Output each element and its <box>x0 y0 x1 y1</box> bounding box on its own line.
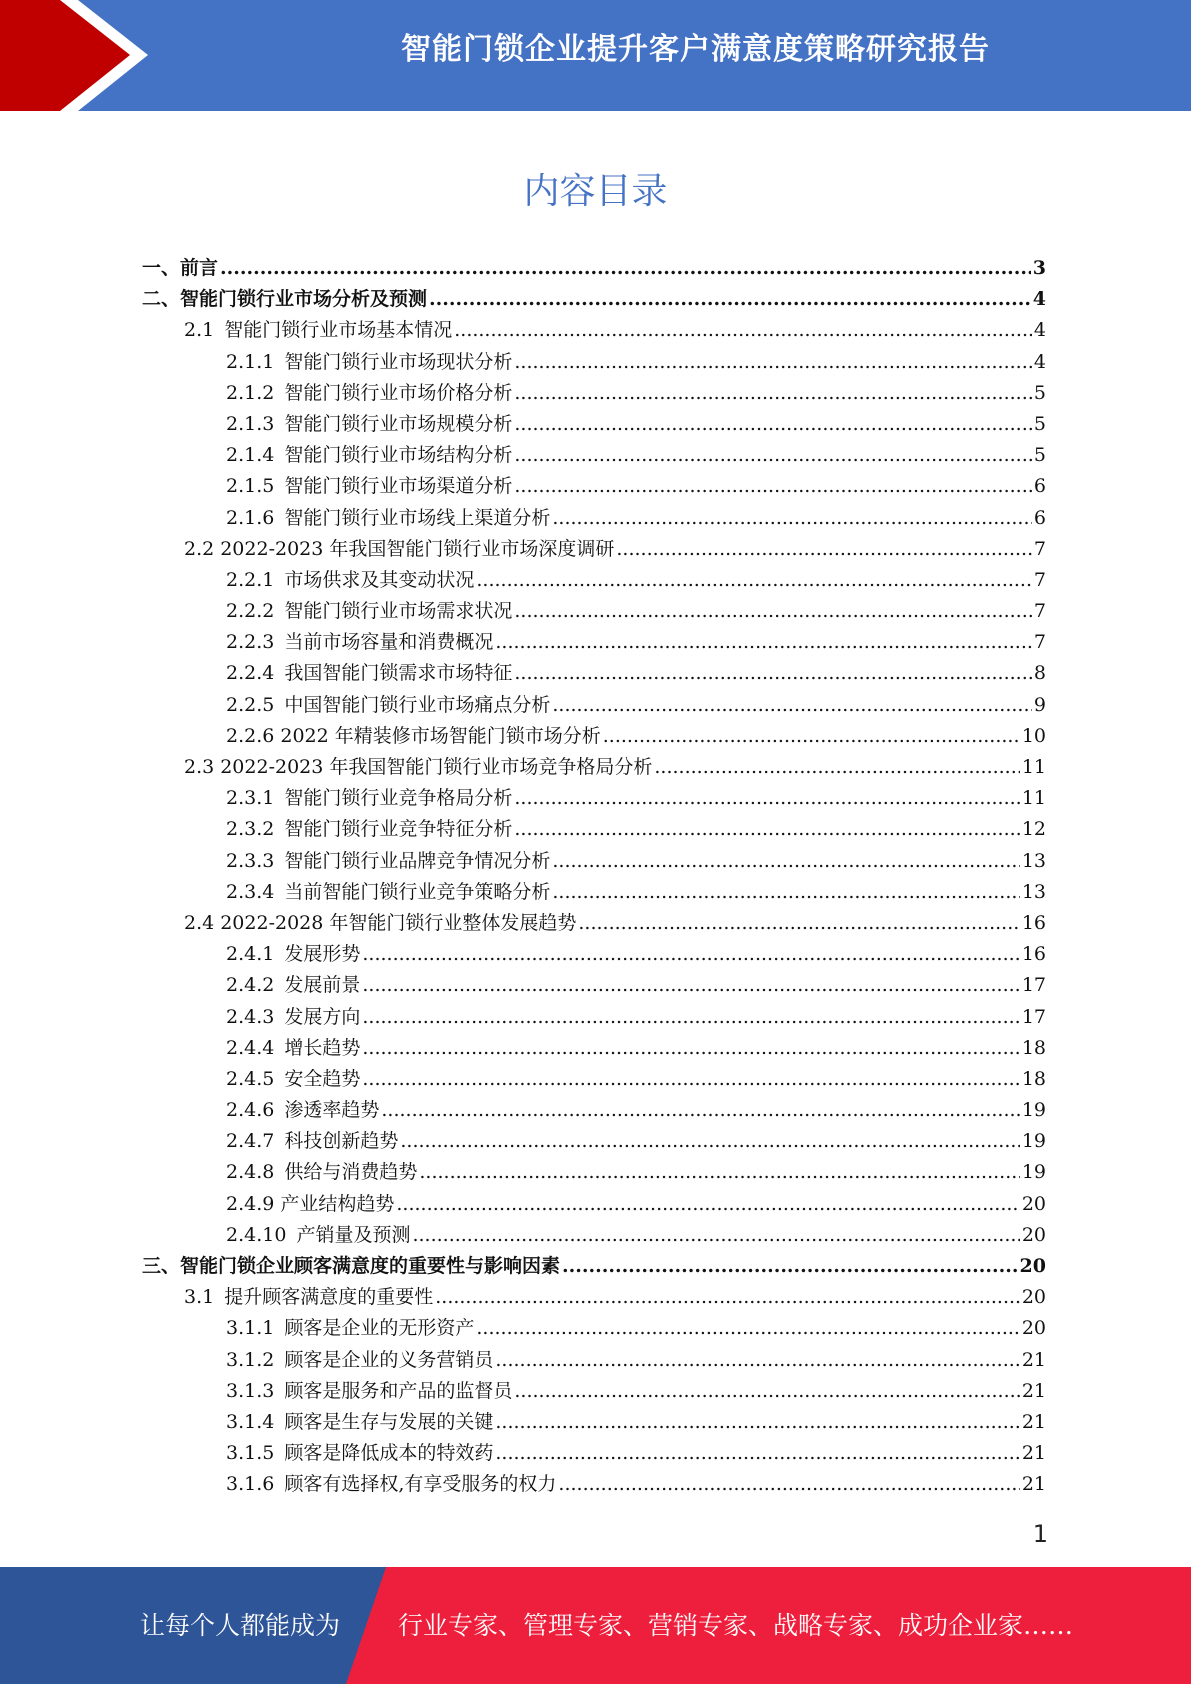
toc-entry-page: 8 <box>1033 662 1046 685</box>
toc-entry-page: 11 <box>1021 756 1046 778</box>
toc-dot-leader <box>362 1064 1019 1095</box>
header-title: 智能门锁企业提升客户满意度策略研究报告 <box>401 32 990 67</box>
toc-dot-leader <box>552 877 1019 908</box>
toc-entry[interactable] <box>142 970 1046 1001</box>
toc-dot-leader <box>514 658 1032 689</box>
toc-entry-page: 11 <box>1021 787 1046 810</box>
toc-dot-leader <box>495 1407 1019 1438</box>
toc-entry-label: 智能门锁行业市场分析及预测 <box>180 288 428 311</box>
page-footer <box>0 1567 1191 1684</box>
toc-entry[interactable] <box>142 814 1046 845</box>
toc-entry-number: 2.4.4 <box>226 1036 275 1059</box>
toc-entry[interactable] <box>142 503 1046 534</box>
toc-entry-page: 20 <box>1021 1286 1046 1309</box>
toc-entry-page: 9 <box>1033 693 1046 716</box>
toc-entry-label: 智能门锁行业市场结构分析 <box>284 444 513 467</box>
toc-entry-page: 7 <box>1033 631 1046 654</box>
toc-entry-page: 13 <box>1021 880 1046 903</box>
toc-title: 内容目录 <box>523 171 668 212</box>
toc-entry-label: 中国智能门锁行业市场痛点分析 <box>284 693 551 716</box>
toc-entry-label: 产业结构趋势 <box>280 1192 395 1215</box>
toc-entry-label: 智能门锁行业品牌竞争情况分析 <box>284 849 551 872</box>
toc-entry-number: 2.1.5 <box>226 475 275 498</box>
toc-entry[interactable] <box>142 1282 1046 1313</box>
toc-dot-leader <box>514 471 1032 502</box>
toc-entry-page: 4 <box>1032 288 1046 311</box>
toc-entry[interactable] <box>142 1157 1046 1188</box>
toc-entry-number: 3.1.2 <box>226 1348 275 1371</box>
toc-dot-leader <box>495 1438 1019 1469</box>
toc-entry-number: 2.4.10 <box>226 1223 287 1246</box>
toc-entry-number: 2.1.4 <box>226 444 275 467</box>
toc-entry[interactable] <box>142 1313 1046 1344</box>
toc-entry-page: 5 <box>1033 412 1046 435</box>
toc-entry-label: 智能门锁行业市场价格分析 <box>284 381 513 404</box>
toc-entry-page: 3 <box>1032 257 1046 279</box>
toc-entry-label: 渗透率趋势 <box>284 1099 380 1122</box>
toc-entry-number: 2.4.5 <box>226 1067 275 1090</box>
toc-entry-label: 2022 年精装修市场智能门锁市场分析 <box>280 724 601 747</box>
toc-entry-number: 2.4.6 <box>226 1099 275 1122</box>
toc-entry-number: 2.3 <box>184 756 215 778</box>
toc-entry-label: 智能门锁行业市场基本情况 <box>224 319 453 342</box>
toc-entry-page: 12 <box>1021 818 1046 841</box>
footer-slogan-left: 让每个人都能成为 <box>140 1611 341 1640</box>
toc-entry-number: 3.1.5 <box>226 1442 275 1465</box>
toc-entry[interactable] <box>142 908 1046 939</box>
toc-entry[interactable] <box>142 658 1046 689</box>
toc-entry-label: 产销量及预测 <box>296 1223 411 1246</box>
toc-dot-leader <box>362 1033 1019 1064</box>
toc-entry-page: 10 <box>1021 724 1046 747</box>
toc-entry-label: 顾客是生存与发展的关键 <box>284 1410 494 1433</box>
toc-entry-number: 2.4 <box>184 911 215 934</box>
toc-entry-page: 13 <box>1021 849 1046 872</box>
toc-entry[interactable] <box>142 1469 1046 1500</box>
toc-entry-label: 智能门锁行业竞争特征分析 <box>284 818 513 841</box>
toc-entry-label: 智能门锁行业市场规模分析 <box>284 412 513 435</box>
footer-slogan-right: 行业专家、管理专家、营销专家、战略专家、成功企业家…… <box>398 1611 1074 1640</box>
toc-entry-number: 2.3.1 <box>226 787 275 810</box>
toc-dot-leader <box>552 690 1032 721</box>
toc-entry-label: 2022-2023 年我国智能门锁行业市场竞争格局分析 <box>220 756 653 778</box>
toc-dot-leader <box>514 440 1032 471</box>
toc-entry-page: 16 <box>1021 911 1046 934</box>
toc-dot-leader <box>558 1469 1019 1500</box>
toc-entry[interactable] <box>142 1189 1046 1220</box>
toc-entry-label: 前言 <box>180 257 219 279</box>
toc-entry-page: 6 <box>1033 506 1046 529</box>
toc-entry-page: 4 <box>1033 319 1046 342</box>
toc-dot-leader <box>381 1095 1019 1126</box>
toc-entry-label: 科技创新趋势 <box>284 1130 399 1153</box>
toc-entry-number: 2.2.1 <box>226 568 275 591</box>
toc-entry-label: 顾客是降低成本的特效药 <box>284 1442 494 1465</box>
toc-dot-leader <box>495 627 1032 658</box>
toc-entry[interactable] <box>142 1376 1046 1407</box>
toc-entry-number: 2.3.2 <box>226 818 275 841</box>
toc-entry-number: 2.2.4 <box>226 662 275 685</box>
toc-entry-number: 2.3.4 <box>226 880 275 903</box>
toc-entry-label: 2022-2028 年智能门锁行业整体发展趋势 <box>220 911 577 934</box>
toc-entry-page: 20 <box>1021 1223 1046 1246</box>
toc-dot-leader <box>400 1126 1019 1157</box>
toc-entry[interactable] <box>142 877 1046 908</box>
toc-entry[interactable] <box>142 1064 1046 1095</box>
toc-entry[interactable] <box>142 315 1046 346</box>
toc-entry[interactable] <box>142 596 1046 627</box>
toc-dot-leader <box>514 409 1032 440</box>
toc-entry[interactable] <box>142 939 1046 970</box>
toc-entry-number: 3.1.1 <box>226 1317 275 1340</box>
toc-entry-page: 20 <box>1021 1192 1046 1215</box>
toc-entry-number: 2.4.1 <box>226 943 275 966</box>
toc-entry-label: 提升顾客满意度的重要性 <box>224 1286 434 1309</box>
toc-entry-label: 发展方向 <box>284 1005 361 1028</box>
toc-entry-label: 顾客是服务和产品的监督员 <box>284 1379 513 1402</box>
toc-entry-number: 2.2.6 <box>226 724 275 747</box>
toc-entry[interactable] <box>142 1407 1046 1438</box>
toc-entry-label: 发展形势 <box>284 943 361 966</box>
toc-dot-leader <box>514 596 1032 627</box>
toc-entry-number: 2.4.7 <box>226 1130 275 1153</box>
toc-entry-page: 19 <box>1021 1130 1046 1153</box>
toc-entry-page: 7 <box>1033 600 1046 623</box>
toc-dot-leader <box>514 378 1032 409</box>
toc-entry-label: 智能门锁企业顾客满意度的重要性与影响因素 <box>180 1255 561 1277</box>
toc-dot-leader <box>396 1189 1019 1220</box>
toc-entry-number: 3.1.3 <box>226 1379 275 1402</box>
toc-entry-label: 智能门锁行业市场线上渠道分析 <box>284 506 551 529</box>
toc-entry-page: 19 <box>1021 1099 1046 1122</box>
toc-entry-label: 安全趋势 <box>284 1067 361 1090</box>
toc-entry[interactable] <box>142 721 1046 752</box>
toc-entry[interactable] <box>142 1033 1046 1064</box>
toc-entry[interactable] <box>142 1002 1046 1033</box>
toc-entry-page: 7 <box>1033 568 1046 591</box>
toc-entry-number: 2.3.3 <box>226 849 275 872</box>
toc-entry-page: 21 <box>1021 1410 1046 1433</box>
toc-entry-page: 18 <box>1021 1067 1046 1090</box>
toc-entry-page: 20 <box>1021 1317 1046 1340</box>
toc-entry-label: 发展前景 <box>284 974 361 997</box>
toc-entry-number: 2.1.2 <box>226 381 275 404</box>
toc-dot-leader <box>362 939 1019 970</box>
toc-dot-leader <box>419 1157 1019 1188</box>
toc-entry[interactable] <box>142 690 1046 721</box>
toc-entry-page: 21 <box>1021 1348 1046 1371</box>
toc-dot-leader <box>552 503 1032 534</box>
toc-entry-number: 2.4.3 <box>226 1005 275 1028</box>
toc-entry-number: 一、 <box>142 257 181 279</box>
toc-entry-number: 2.1.1 <box>226 350 275 373</box>
toc-entry[interactable] <box>142 471 1046 502</box>
toc-entry[interactable] <box>142 846 1046 877</box>
toc-entry-number: 2.2 <box>184 537 215 560</box>
toc-entry-page: 21 <box>1021 1473 1046 1496</box>
toc-dot-leader <box>654 752 1019 783</box>
toc-dot-leader <box>603 721 1020 752</box>
toc-entry-label: 当前智能门锁行业竞争策略分析 <box>284 880 551 903</box>
toc-dot-leader <box>362 1002 1019 1033</box>
toc-entry[interactable] <box>142 1126 1046 1157</box>
toc-entry[interactable] <box>142 1220 1046 1251</box>
toc-dot-leader <box>435 1282 1020 1313</box>
toc-dot-leader <box>562 1251 1018 1282</box>
table-of-contents <box>142 253 1046 1501</box>
toc-entry-label: 市场供求及其变动状况 <box>284 568 475 591</box>
toc-entry[interactable] <box>142 253 1046 284</box>
toc-entry-page: 5 <box>1033 381 1046 404</box>
toc-entry-number: 2.2.2 <box>226 600 275 623</box>
toc-entry-number: 3.1.6 <box>226 1473 275 1496</box>
toc-entry[interactable] <box>142 565 1046 596</box>
toc-dot-leader <box>514 347 1032 378</box>
toc-entry-label: 供给与消费趋势 <box>284 1161 418 1184</box>
toc-entry[interactable] <box>142 1095 1046 1126</box>
toc-dot-leader <box>476 565 1032 596</box>
toc-entry-page: 6 <box>1033 475 1046 498</box>
toc-entry[interactable] <box>142 409 1046 440</box>
toc-dot-leader <box>476 1313 1019 1344</box>
page-header <box>0 0 1191 111</box>
toc-entry-page: 4 <box>1033 350 1046 373</box>
toc-entry-number: 2.1.6 <box>226 506 275 529</box>
toc-entry-label: 我国智能门锁需求市场特征 <box>284 662 513 685</box>
toc-entry-number: 2.4.2 <box>226 974 275 997</box>
toc-entry-label: 顾客是企业的义务营销员 <box>284 1348 494 1371</box>
toc-entry[interactable] <box>142 378 1046 409</box>
toc-entry-number: 2.4.9 <box>226 1192 275 1215</box>
toc-entry[interactable] <box>142 783 1046 814</box>
toc-entry-number: 3.1.4 <box>226 1410 275 1433</box>
toc-entry-page: 17 <box>1021 974 1046 997</box>
toc-entry-page: 21 <box>1021 1379 1046 1402</box>
page-number: 1 <box>1032 1520 1048 1548</box>
toc-entry-number: 3.1 <box>184 1286 215 1309</box>
toc-entry-number: 2.4.8 <box>226 1161 275 1184</box>
toc-entry-label: 增长趋势 <box>284 1036 361 1059</box>
toc-entry-page: 5 <box>1033 444 1046 467</box>
toc-entry-label: 当前市场容量和消费概况 <box>284 631 494 654</box>
toc-dot-leader <box>514 814 1019 845</box>
toc-dot-leader <box>362 970 1019 1001</box>
toc-entry-number: 2.2.5 <box>226 693 275 716</box>
toc-entry-label: 智能门锁行业市场需求状况 <box>284 600 513 623</box>
toc-entry-page: 20 <box>1019 1255 1046 1277</box>
toc-entry-page: 18 <box>1021 1036 1046 1059</box>
toc-entry-label: 智能门锁行业市场现状分析 <box>284 350 513 373</box>
toc-dot-leader <box>429 284 1031 315</box>
toc-entry[interactable] <box>142 440 1046 471</box>
toc-dot-leader <box>495 1345 1019 1376</box>
toc-dot-leader <box>616 534 1032 565</box>
toc-dot-leader <box>514 1376 1019 1407</box>
toc-entry[interactable] <box>142 284 1046 315</box>
toc-entry[interactable] <box>142 752 1046 783</box>
toc-entry-page: 21 <box>1021 1442 1046 1465</box>
toc-entry[interactable] <box>142 347 1046 378</box>
toc-entry[interactable] <box>142 1345 1046 1376</box>
toc-entry-number: 2.2.3 <box>226 631 275 654</box>
toc-dot-leader <box>220 253 1031 284</box>
toc-entry-number: 2.1 <box>184 319 215 342</box>
toc-entry-label: 顾客有选择权,有享受服务的权力 <box>284 1473 557 1496</box>
toc-entry[interactable] <box>142 1438 1046 1469</box>
toc-entry-label: 顾客是企业的无形资产 <box>284 1317 475 1340</box>
toc-dot-leader <box>454 315 1032 346</box>
toc-entry-label: 智能门锁行业竞争格局分析 <box>284 787 513 810</box>
toc-dot-leader <box>412 1220 1019 1251</box>
toc-entry-label: 智能门锁行业市场渠道分析 <box>284 475 513 498</box>
toc-entry-page: 7 <box>1033 537 1046 560</box>
toc-entry-number: 二、 <box>142 288 181 311</box>
toc-entry-page: 16 <box>1021 943 1046 966</box>
toc-entry-number: 2.1.3 <box>226 412 275 435</box>
toc-entry-page: 17 <box>1021 1005 1046 1028</box>
toc-dot-leader <box>578 908 1019 939</box>
toc-entry[interactable] <box>142 627 1046 658</box>
toc-entry[interactable] <box>142 534 1046 565</box>
toc-entry-page: 19 <box>1021 1161 1046 1184</box>
toc-entry-number: 三、 <box>142 1255 181 1277</box>
toc-dot-leader <box>514 783 1019 814</box>
toc-dot-leader <box>552 846 1019 877</box>
toc-entry-label: 2022-2023 年我国智能门锁行业市场深度调研 <box>220 537 615 560</box>
toc-entry[interactable] <box>142 1251 1046 1282</box>
